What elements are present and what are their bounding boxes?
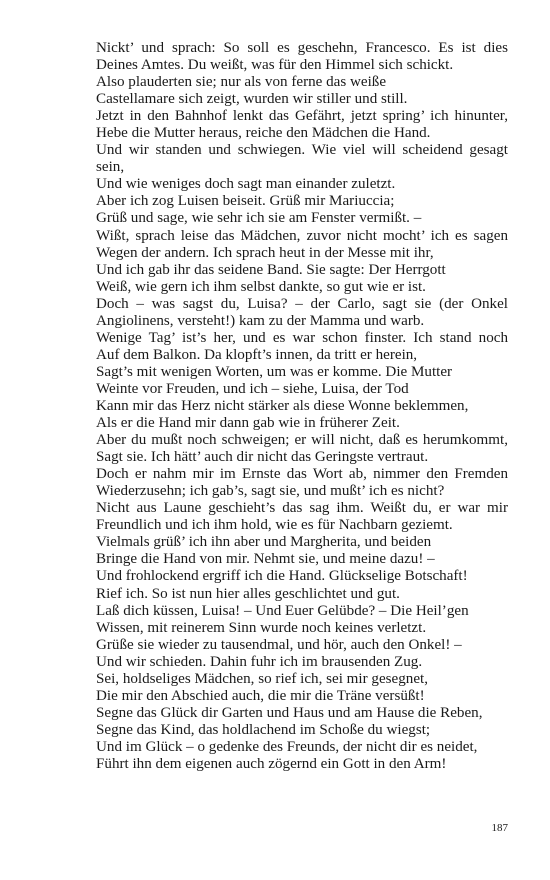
text-line: Castellamare sich zeigt, wurden wir stiller und still. xyxy=(96,91,408,108)
text-line: sein, xyxy=(96,159,125,176)
text-line: Angiolinens, versteht!) kam zu der Mamma und warb. xyxy=(96,312,425,329)
text-line: Also plauderten sie; nur als von ferne das weiße xyxy=(96,74,387,91)
text-line: Und ich gab ihr das seidene Band. Sie sagte: Der Herrgott xyxy=(96,261,446,278)
text-line: Und wir schieden. Dahin fuhr ich im brausenden Zug. xyxy=(96,653,423,670)
text-line: Als er die Hand mir dann gab wie in früherer Zeit. xyxy=(96,415,400,432)
text-line: Hebe die Mutter heraus, reiche den Mädchen die Hand. xyxy=(96,125,431,142)
text-line: Doch er nahm mir im Ernste das Wort ab, nimmer den Fremden xyxy=(96,466,508,483)
text-line: Weinte vor Freuden, und ich – siehe, Luisa, der Tod xyxy=(96,380,409,397)
text-line: Nicht aus Laune geschieht’s das sag ihm. Weißt du, er war mir xyxy=(96,500,508,517)
text-line: Wegen der andern. Ich sprach heut in der Messe mit ihr, xyxy=(96,244,434,261)
text-line: Wenige Tag’ ist’s her, und es war schon finster. Ich stand noch xyxy=(96,329,508,346)
text-line: Weiß, wie gern ich ihm selbst dankte, so gut wie er ist. xyxy=(96,278,426,295)
text-line: Grüß und sage, wie sehr ich sie am Fenster vermißt. – xyxy=(96,210,422,227)
text-line: Wissen, mit reinerem Sinn wurde noch keines verletzt. xyxy=(96,619,427,636)
text-line: Aber du mußt noch schweigen; er will nicht, daß es herumkommt, xyxy=(96,432,508,449)
text-line: Sagt’s mit wenigen Worten, um was er komme. Die Mutter xyxy=(96,363,453,380)
text-line: Jetzt in den Bahnhof lenkt das Gefährt, jetzt spring’ ich hinunter, xyxy=(96,108,508,125)
poem-text-block xyxy=(96,40,508,773)
text-line: Bringe die Hand von mir. Nehmt sie, und meine dazu! – xyxy=(96,551,435,568)
text-line: Freundlich und ich ihm hold, wie es für Nachbarn geziemt. xyxy=(96,517,453,534)
text-line: Grüße sie wieder zu tausendmal, und hör, auch den Onkel! – xyxy=(96,636,462,653)
text-line: Und frohlockend ergriff ich die Hand. Glückselige Botschaft! xyxy=(96,568,468,585)
text-line: Sei, holdseliges Mädchen, so rief ich, sei mir gesegnet, xyxy=(96,670,428,687)
text-line: Die mir den Abschied auch, die mir die Träne versüßt! xyxy=(96,687,425,704)
text-line: Wißt, sprach leise das Mädchen, zuvor nicht mocht’ ich es sagen xyxy=(96,227,508,244)
text-line: Laß dich küssen, Luisa! – Und Euer Gelübde? – Die Heil’gen xyxy=(96,602,469,619)
text-line: Wiederzusehn; ich gab’s, sagt sie, und mußt’ ich es nicht? xyxy=(96,483,445,500)
text-line: Deines Amtes. Du weißt, was für den Himmel sich schickt. xyxy=(96,57,454,74)
text-line: Und wir standen und schwiegen. Wie viel will scheidend gesagt xyxy=(96,142,508,159)
text-line: Doch – was sagst du, Luisa? – der Carlo, sagt sie (der Onkel xyxy=(96,295,508,312)
text-line: Kann mir das Herz nicht stärker als diese Wonne beklemmen, xyxy=(96,397,469,414)
text-line: Segne das Kind, das holdlachend im Schoße du wiegst; xyxy=(96,721,431,738)
text-line: Und wie weniges doch sagt man einander zuletzt. xyxy=(96,176,396,193)
text-line: Aber ich zog Luisen beiseit. Grüß mir Mariuccia; xyxy=(96,193,395,210)
text-line: Und im Glück – o gedenke des Freunds, der nicht dir es neidet, xyxy=(96,738,478,755)
text-line: Vielmals grüß’ ich ihn aber und Margherita, und beiden xyxy=(96,534,432,551)
page-number: 187 xyxy=(491,822,508,834)
text-line: Auf dem Balkon. Da klopft’s innen, da tritt er herein, xyxy=(96,346,418,363)
text-line: Führt ihn dem eigenen auch zögernd ein Gott in den Arm! xyxy=(96,755,447,772)
text-line: Segne das Glück dir Garten und Haus und am Hause die Reben, xyxy=(96,704,483,721)
text-line: Nickt’ und sprach: So soll es geschehn, Francesco. Es ist dies xyxy=(96,40,508,56)
text-line: Rief ich. So ist nun hier alles geschlichtet und gut. xyxy=(96,585,400,602)
text-line: Sagt sie. Ich hätt’ auch dir nicht das Geringste vertraut. xyxy=(96,449,429,466)
